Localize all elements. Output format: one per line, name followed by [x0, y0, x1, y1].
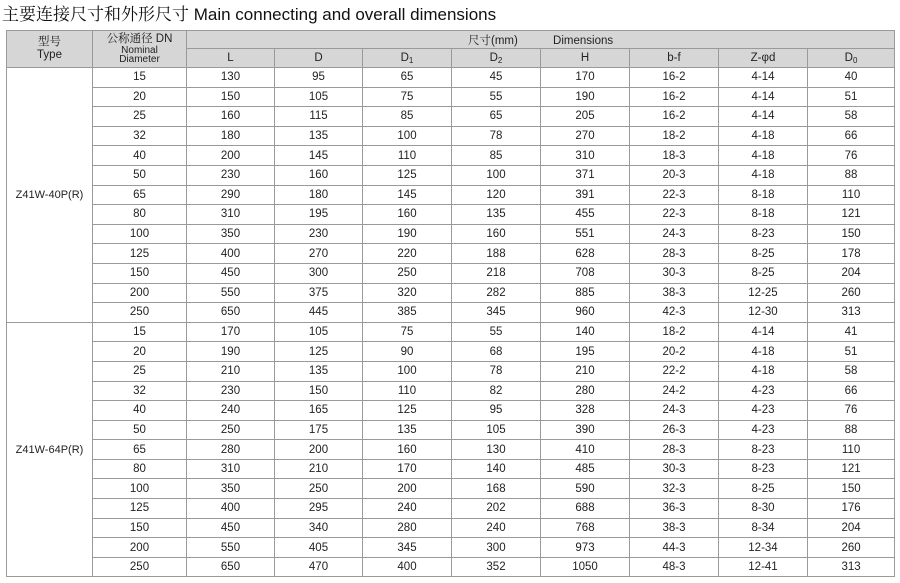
dimension-cell: 40	[808, 68, 895, 88]
dimension-cell: 58	[808, 361, 895, 381]
dimension-cell: 218	[452, 263, 541, 283]
dimension-cell: 22-3	[630, 185, 719, 205]
dimension-cell: 8-25	[719, 244, 808, 264]
dimension-cell: 200	[363, 479, 452, 499]
dimension-cell: 78	[452, 361, 541, 381]
table-row	[7, 68, 895, 88]
dimensions-header-en: Dimensions	[553, 34, 614, 47]
dimension-cell: 66	[808, 126, 895, 146]
dimension-cell: 12-41	[719, 557, 808, 577]
dimension-cell: 121	[808, 459, 895, 479]
dimension-cell: 65	[363, 68, 452, 88]
column-header-label: Z-φd	[750, 52, 776, 64]
nominal-diameter-cell: 32	[93, 126, 187, 146]
table-row	[7, 401, 895, 421]
dimension-cell: 4-23	[719, 401, 808, 421]
dimension-cell: 1050	[541, 557, 630, 577]
nominal-diameter-cell: 40	[93, 146, 187, 166]
dn-header-cn: 公称通径 DN	[106, 32, 173, 45]
dimension-cell: 375	[275, 283, 363, 303]
dimension-cell: 160	[275, 165, 363, 185]
nominal-diameter-cell: 80	[93, 205, 187, 225]
dimension-cell: 345	[452, 303, 541, 323]
column-header-subscript: 1	[408, 55, 414, 65]
column-header-label: H	[580, 52, 590, 64]
table-row	[7, 557, 895, 577]
table-row	[7, 361, 895, 381]
dimension-cell: 8-34	[719, 518, 808, 538]
dimensions-header-cn: 尺寸(mm)	[468, 34, 518, 47]
dimension-cell: 24-3	[630, 224, 719, 244]
dimension-cell: 121	[808, 205, 895, 225]
dimension-cell: 250	[275, 479, 363, 499]
column-header	[541, 49, 630, 68]
dimension-cell: 485	[541, 459, 630, 479]
dimension-cell: 75	[363, 87, 452, 107]
dimension-cell: 8-23	[719, 440, 808, 460]
dimension-cell: 58	[808, 107, 895, 127]
dimension-cell: 202	[452, 499, 541, 519]
nominal-diameter-cell: 65	[93, 440, 187, 460]
dimension-cell: 100	[452, 165, 541, 185]
dimension-cell: 135	[452, 205, 541, 225]
dimension-cell: 165	[275, 401, 363, 421]
dimension-cell: 210	[275, 459, 363, 479]
dimension-cell: 55	[452, 87, 541, 107]
dimension-cell: 445	[275, 303, 363, 323]
dimension-cell: 115	[275, 107, 363, 127]
nominal-diameter-cell: 125	[93, 244, 187, 264]
dimension-cell: 230	[187, 165, 275, 185]
nominal-diameter-cell: 15	[93, 322, 187, 342]
dimension-cell: 150	[275, 381, 363, 401]
table-row	[7, 244, 895, 264]
dimension-cell: 352	[452, 557, 541, 577]
dimension-cell: 95	[275, 68, 363, 88]
column-header	[719, 49, 808, 68]
dimension-cell: 16-2	[630, 68, 719, 88]
dimension-cell: 8-18	[719, 205, 808, 225]
dimension-cell: 178	[808, 244, 895, 264]
dimension-cell: 313	[808, 557, 895, 577]
dimension-cell: 26-3	[630, 420, 719, 440]
dimension-cell: 391	[541, 185, 630, 205]
page-title: 主要连接尺寸和外形尺寸 Main connecting and overall dimensions	[2, 5, 497, 24]
dimension-cell: 76	[808, 401, 895, 421]
table-header	[7, 31, 895, 68]
dimension-cell: 28-3	[630, 440, 719, 460]
column-header-label: D	[844, 51, 853, 64]
dimension-cell: 340	[275, 518, 363, 538]
dimension-cell: 290	[187, 185, 275, 205]
dimension-cell: 22-3	[630, 205, 719, 225]
model-type-cell: Z41W-64P(R)	[7, 322, 93, 577]
dimension-cell: 8-23	[719, 224, 808, 244]
dimension-cell: 190	[363, 224, 452, 244]
dimension-cell: 78	[452, 126, 541, 146]
dimension-cell: 650	[187, 557, 275, 577]
dimension-cell: 210	[187, 361, 275, 381]
dimension-cell: 205	[541, 107, 630, 127]
dimension-cell: 55	[452, 322, 541, 342]
table-row	[7, 518, 895, 538]
dimension-cell: 280	[187, 440, 275, 460]
dimension-cell: 4-14	[719, 68, 808, 88]
dimension-cell: 4-14	[719, 87, 808, 107]
dimension-cell: 280	[363, 518, 452, 538]
column-header	[187, 49, 275, 68]
nominal-diameter-cell: 150	[93, 518, 187, 538]
dimension-cell: 455	[541, 205, 630, 225]
dimension-cell: 8-25	[719, 263, 808, 283]
dimension-cell: 51	[808, 342, 895, 362]
table-row	[7, 107, 895, 127]
nominal-diameter-cell: 100	[93, 479, 187, 499]
dimension-cell: 4-23	[719, 420, 808, 440]
dimension-cell: 12-30	[719, 303, 808, 323]
dimension-cell: 973	[541, 538, 630, 558]
dimension-cell: 150	[187, 87, 275, 107]
dimension-cell: 20-2	[630, 342, 719, 362]
column-header-label: b-f	[667, 52, 681, 64]
nominal-diameter-cell: 125	[93, 499, 187, 519]
nominal-diameter-cell: 50	[93, 165, 187, 185]
nominal-diameter-cell: 50	[93, 420, 187, 440]
type-header	[7, 31, 93, 68]
dimension-cell: 270	[541, 126, 630, 146]
dimension-cell: 44-3	[630, 538, 719, 558]
nominal-diameter-cell: 20	[93, 342, 187, 362]
dimension-cell: 140	[541, 322, 630, 342]
dimension-cell: 105	[275, 322, 363, 342]
nominal-diameter-cell: 15	[93, 68, 187, 88]
column-header-label: L	[227, 52, 234, 64]
dimension-cell: 90	[363, 342, 452, 362]
dimension-cell: 160	[187, 107, 275, 127]
dimension-cell: 371	[541, 165, 630, 185]
type-header-en: Type	[37, 49, 62, 61]
column-header	[363, 49, 452, 68]
dimension-cell: 110	[808, 185, 895, 205]
dimension-cell: 100	[363, 126, 452, 146]
table-row	[7, 87, 895, 107]
table-row	[7, 303, 895, 323]
nominal-diameter-cell: 25	[93, 107, 187, 127]
dimension-cell: 42-3	[630, 303, 719, 323]
dn-header-en-2: Diameter	[119, 53, 160, 65]
dimension-cell: 32-3	[630, 479, 719, 499]
dn-header	[93, 31, 187, 68]
dimension-cell: 550	[187, 283, 275, 303]
dimensions-table	[6, 30, 895, 577]
dimension-cell: 75	[363, 322, 452, 342]
dimension-cell: 280	[541, 381, 630, 401]
nominal-diameter-cell: 250	[93, 557, 187, 577]
dimension-cell: 4-18	[719, 342, 808, 362]
dimension-cell: 345	[363, 538, 452, 558]
dimension-cell: 170	[187, 322, 275, 342]
dimension-cell: 140	[452, 459, 541, 479]
table-row	[7, 126, 895, 146]
dimension-cell: 28-3	[630, 244, 719, 264]
nominal-diameter-cell: 65	[93, 185, 187, 205]
dimension-cell: 120	[452, 185, 541, 205]
nominal-diameter-cell: 40	[93, 401, 187, 421]
dimension-cell: 400	[187, 499, 275, 519]
dimension-cell: 125	[363, 165, 452, 185]
dimension-cell: 405	[275, 538, 363, 558]
dimension-cell: 38-3	[630, 518, 719, 538]
dimension-cell: 160	[452, 224, 541, 244]
dimension-cell: 282	[452, 283, 541, 303]
dimension-cell: 400	[363, 557, 452, 577]
nominal-diameter-cell: 25	[93, 361, 187, 381]
dimension-cell: 240	[452, 518, 541, 538]
dimension-cell: 105	[452, 420, 541, 440]
dimension-cell: 400	[187, 244, 275, 264]
dimension-cell: 85	[452, 146, 541, 166]
dimension-cell: 125	[363, 401, 452, 421]
dimension-cell: 4-18	[719, 361, 808, 381]
dimension-cell: 110	[808, 440, 895, 460]
dimension-cell: 4-18	[719, 126, 808, 146]
nominal-diameter-cell: 150	[93, 263, 187, 283]
dimension-cell: 188	[452, 244, 541, 264]
nominal-diameter-cell: 200	[93, 538, 187, 558]
dimension-cell: 250	[363, 263, 452, 283]
dimension-cell: 95	[452, 401, 541, 421]
dimension-cell: 110	[363, 381, 452, 401]
dimension-cell: 385	[363, 303, 452, 323]
dimension-cell: 195	[275, 205, 363, 225]
dimension-cell: 230	[275, 224, 363, 244]
dimension-cell: 300	[275, 263, 363, 283]
column-header-label: D	[400, 51, 409, 64]
dimension-cell: 105	[275, 87, 363, 107]
dimension-cell: 12-25	[719, 283, 808, 303]
dimension-cell: 195	[541, 342, 630, 362]
column-header	[452, 49, 541, 68]
table-row	[7, 322, 895, 342]
table-row	[7, 499, 895, 519]
dimension-cell: 8-18	[719, 185, 808, 205]
nominal-diameter-cell: 80	[93, 459, 187, 479]
dimension-cell: 204	[808, 263, 895, 283]
dimension-cell: 230	[187, 381, 275, 401]
dimension-cell: 16-2	[630, 107, 719, 127]
dimension-cell: 175	[275, 420, 363, 440]
column-header	[630, 49, 719, 68]
dimension-cell: 24-2	[630, 381, 719, 401]
dimension-cell: 310	[187, 459, 275, 479]
dimension-cell: 45	[452, 68, 541, 88]
dimension-cell: 110	[363, 146, 452, 166]
column-header-subscript: 2	[497, 55, 503, 65]
dimension-cell: 82	[452, 381, 541, 401]
dimension-cell: 30-3	[630, 459, 719, 479]
dimension-cell: 4-14	[719, 322, 808, 342]
dimension-cell: 260	[808, 538, 895, 558]
dimension-cell: 130	[452, 440, 541, 460]
dimension-cell: 66	[808, 381, 895, 401]
dimension-cell: 270	[275, 244, 363, 264]
dimension-cell: 16-2	[630, 87, 719, 107]
dimension-cell: 8-23	[719, 459, 808, 479]
table-row	[7, 185, 895, 205]
nominal-diameter-cell: 200	[93, 283, 187, 303]
dimension-cell: 48-3	[630, 557, 719, 577]
dimension-cell: 4-18	[719, 146, 808, 166]
table-row	[7, 165, 895, 185]
dimension-cell: 36-3	[630, 499, 719, 519]
model-type-cell: Z41W-40P(R)	[7, 68, 93, 323]
dimension-cell: 22-2	[630, 361, 719, 381]
dimension-cell: 470	[275, 557, 363, 577]
dimension-cell: 688	[541, 499, 630, 519]
table-row	[7, 205, 895, 225]
table-body	[7, 68, 895, 577]
dimension-cell: 240	[187, 401, 275, 421]
dimension-cell: 38-3	[630, 283, 719, 303]
dimension-cell: 210	[541, 361, 630, 381]
dimension-cell: 85	[363, 107, 452, 127]
table-row	[7, 224, 895, 244]
dimension-cell: 130	[187, 68, 275, 88]
dimension-cell: 200	[275, 440, 363, 460]
dimension-cell: 4-14	[719, 107, 808, 127]
dimensions-group-header	[187, 31, 895, 49]
dimension-cell: 76	[808, 146, 895, 166]
dimension-cell: 310	[187, 205, 275, 225]
dimension-cell: 160	[363, 440, 452, 460]
dimension-cell: 65	[452, 107, 541, 127]
dimension-cell: 135	[275, 361, 363, 381]
table-row	[7, 146, 895, 166]
dimension-cell: 145	[275, 146, 363, 166]
column-header	[275, 49, 363, 68]
dimension-cell: 960	[541, 303, 630, 323]
dimension-cell: 88	[808, 165, 895, 185]
table-row	[7, 459, 895, 479]
dimension-cell: 260	[808, 283, 895, 303]
dimension-cell: 220	[363, 244, 452, 264]
dimension-cell: 650	[187, 303, 275, 323]
dimension-cell: 628	[541, 244, 630, 264]
dimension-cell: 4-23	[719, 381, 808, 401]
dimension-cell: 551	[541, 224, 630, 244]
dimension-cell: 204	[808, 518, 895, 538]
dimension-cell: 170	[363, 459, 452, 479]
dimension-cell: 310	[541, 146, 630, 166]
dimension-cell: 18-2	[630, 126, 719, 146]
dimension-cell: 160	[363, 205, 452, 225]
dimension-cell: 41	[808, 322, 895, 342]
table-row	[7, 283, 895, 303]
nominal-diameter-cell: 20	[93, 87, 187, 107]
dimension-cell: 68	[452, 342, 541, 362]
dimension-cell: 150	[808, 479, 895, 499]
dimension-cell: 30-3	[630, 263, 719, 283]
dimension-cell: 18-3	[630, 146, 719, 166]
dimension-cell: 450	[187, 518, 275, 538]
dimension-cell: 8-25	[719, 479, 808, 499]
table-row	[7, 263, 895, 283]
dimension-cell: 390	[541, 420, 630, 440]
dimension-cell: 24-3	[630, 401, 719, 421]
column-header-label: D	[489, 51, 498, 64]
dimension-cell: 135	[363, 420, 452, 440]
dimension-cell: 328	[541, 401, 630, 421]
nominal-diameter-cell: 100	[93, 224, 187, 244]
dimension-cell: 320	[363, 283, 452, 303]
nominal-diameter-cell: 250	[93, 303, 187, 323]
table-row	[7, 342, 895, 362]
dimension-cell: 100	[363, 361, 452, 381]
dimension-cell: 180	[187, 126, 275, 146]
dimension-cell: 300	[452, 538, 541, 558]
dimension-cell: 176	[808, 499, 895, 519]
dimension-cell: 135	[275, 126, 363, 146]
dimension-cell: 450	[187, 263, 275, 283]
dimension-cell: 190	[187, 342, 275, 362]
dimension-cell: 190	[541, 87, 630, 107]
table-row	[7, 479, 895, 499]
table-row	[7, 440, 895, 460]
dimension-cell: 170	[541, 68, 630, 88]
dimension-cell: 51	[808, 87, 895, 107]
dimension-cell: 550	[187, 538, 275, 558]
dimension-cell: 18-2	[630, 322, 719, 342]
dimension-cell: 240	[363, 499, 452, 519]
dimension-cell: 20-3	[630, 165, 719, 185]
dimension-cell: 8-30	[719, 499, 808, 519]
dimension-cell: 250	[187, 420, 275, 440]
table-row	[7, 538, 895, 558]
table-row	[7, 420, 895, 440]
table-row	[7, 381, 895, 401]
dimension-cell: 350	[187, 224, 275, 244]
dimension-cell: 313	[808, 303, 895, 323]
dimension-cell: 885	[541, 283, 630, 303]
dimension-cell: 590	[541, 479, 630, 499]
type-header-cn: 型号	[38, 36, 61, 48]
column-header-subscript: 0	[852, 55, 858, 65]
nominal-diameter-cell: 32	[93, 381, 187, 401]
dimension-cell: 145	[363, 185, 452, 205]
dimension-cell: 12-34	[719, 538, 808, 558]
dimension-cell: 768	[541, 518, 630, 538]
column-header-label: D	[314, 52, 323, 64]
dimension-cell: 708	[541, 263, 630, 283]
dimension-cell: 295	[275, 499, 363, 519]
dimension-cell: 4-18	[719, 165, 808, 185]
dimension-cell: 88	[808, 420, 895, 440]
dimension-cell: 350	[187, 479, 275, 499]
dimension-cell: 200	[187, 146, 275, 166]
column-header	[808, 49, 895, 68]
dimension-cell: 150	[808, 224, 895, 244]
dimension-cell: 125	[275, 342, 363, 362]
dimension-cell: 168	[452, 479, 541, 499]
dimension-cell: 410	[541, 440, 630, 460]
dn-header-en-1: Nominal	[121, 44, 158, 56]
dimension-cell: 180	[275, 185, 363, 205]
